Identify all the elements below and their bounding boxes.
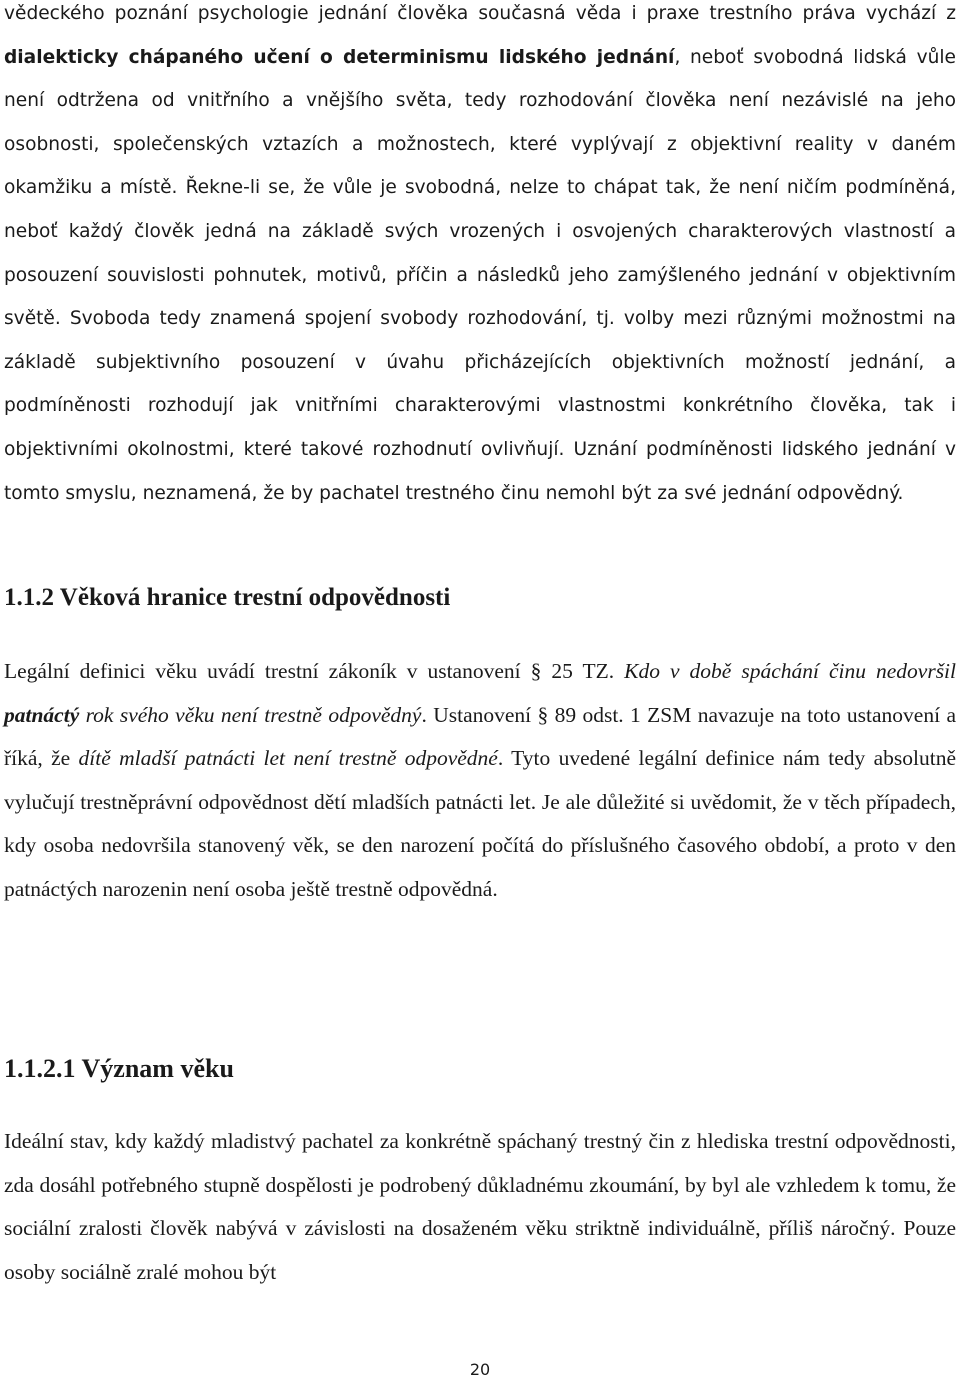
section-heading-age-limit: 1.1.2 Věková hranice trestní odpovědnosti bbox=[4, 584, 451, 611]
italic-phrase: Kdo v době spáchání činu nedovršil bbox=[624, 659, 957, 683]
subsection-heading-meaning-of-age: 1.1.2.1 Význam věku bbox=[4, 1054, 234, 1083]
text-run: Je ale důležité si uvědomit, že v těch případech, kdy osoba nedovršila stanovený věk, se den narození počítá do příslušného časového období, a proto v den patnáctých narozenin není osoba ještě trestně odpovědná. bbox=[4, 789, 956, 901]
text-run: Uznání podmíněnosti lidského jednání v tomto smyslu, neznamená, že by pachatel trestného činu nemohl být za své jednání odpovědný. bbox=[4, 438, 956, 504]
text-run: , neboť svobodná lidská vůle není odtržena od vnitřního a vnějšího světa, tedy rozhodování člověka není nezávislé na jeho osobnosti, společenských vztazích a možnostech, které vyplývají z objektivní reality v daném okamžiku a místě. bbox=[4, 46, 956, 199]
text-run: Legální definici věku uvádí trestní zákoník v ustanovení § 25 TZ. bbox=[4, 659, 625, 683]
text-run: . Ustanovení § 89 odst. 1 ZSM navazuje na toto ustanovení a říká, že bbox=[4, 702, 956, 771]
text-run: . Tyto uvedené legální definice nám tedy absolutně vylučují trestněprávní odpovědnost dětí mladších patnácti let. bbox=[4, 746, 956, 814]
text-run: Svoboda tedy znamená spojení svobody rozhodování, tj. volby mezi různými možnostmi na základě subjektivního posouzení v úvahu přicházejících objektivních možností jednání, a podmíněnosti rozhodují jak vnitřními charakterovými vlastnostmi konkrétního člověka, tak i objektivními okolnostmi, které takové rozhodnutí ovlivňují. bbox=[4, 308, 956, 460]
page-number: 20 bbox=[469, 1360, 491, 1379]
italic-phrase: rok svého věku není trestně odpovědný bbox=[79, 702, 422, 727]
paragraph-legal-definition bbox=[4, 650, 956, 912]
paragraph-determinism bbox=[4, 0, 956, 515]
bold-italic-phrase: patnáctý bbox=[4, 702, 80, 727]
bold-phrase: dialekticky chápaného učení o determinismu lidského jednání bbox=[4, 46, 675, 68]
text-run: vědeckého poznání psychologie jednání člověka současná věda i praxe trestního práva vychází z bbox=[4, 3, 956, 24]
italic-phrase: dítě mladší patnácti let není trestně odpovědné bbox=[78, 746, 498, 771]
text-run: Řekne-li se, že vůle je svobodná, nelze to chápat tak, že není ničím podmíněná, neboť každý člověk jedná na základě svých vrozených i osvojených charakterových vlastností a posouzení souvislosti pohnutek, motivů, příčin a následků jeho zamýšleného jednání v objektivním světě. bbox=[4, 177, 956, 330]
paragraph-ideal-state: Ideální stav, kdy každý mladistvý pachatel za konkrétně spáchaný trestný čin z hlediska trestní odpovědnosti, zda dosáhl potřebného stupně dospělosti je podrobený důkladnému zkoumání, by byl ale vzhledem k tomu, že sociální zralosti člověk nabývá v závislosti na dosaženém věku striktně individuálně, příliš náročný. Pouze osoby sociálně zralé mohou být bbox=[4, 1129, 956, 1284]
